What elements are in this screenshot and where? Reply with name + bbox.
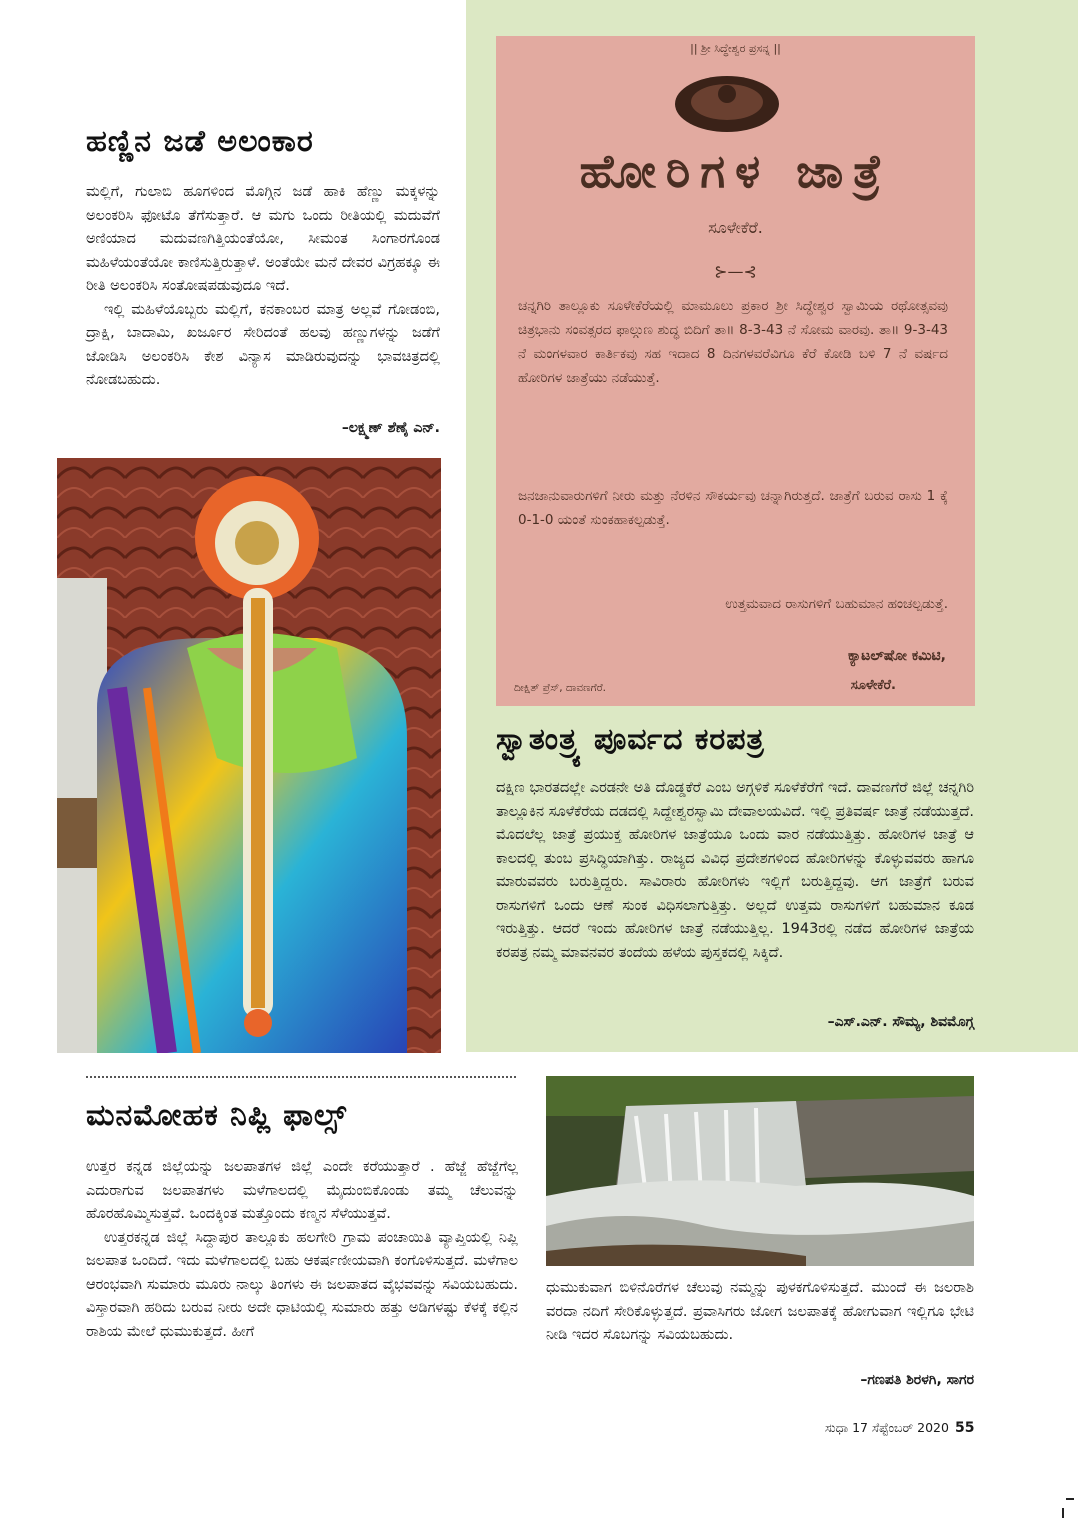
article2-para1: ದಕ್ಷಿಣ ಭಾರತದಲ್ಲೇ ಎರಡನೇ ಅತಿ ದೊಡ್ಡಕೆರೆ ಎಂಬ ಅಗ್ಗಳಿಕೆ ಸೂಳೆಕೆರೆಗೆ ಇದೆ. ದಾವಣಗೆರೆ ಜಿಲ್ಲೆ ಚನ್ನಗಿರಿ ತಾಲ್ಲೂಕಿನ ಸೂಳೆಕೆರೆಯ ದಡದಲ್ಲಿ ಸಿದ್ದೇಶ್ವರಸ್ವಾಮಿ ದೇವಾಲಯವಿದೆ. ಇಲ್ಲಿ ಪ್ರತಿವರ್ಷ ಜಾತ್ರೆ ನಡೆಯುತ್ತದೆ. ಮೊದಲೆಲ್ಲ ಜಾತ್ರೆ ಪ್ರಯುಕ್ತ ಹೋರಿಗಳ ಜಾತ್ರೆಯೂ ಒಂದು ವಾರ ನಡೆಯುತ್ತಿತ್ತು. ಹೋರಿಗಳ ಜಾತ್ರೆ ಆ ಕಾಲದಲ್ಲಿ ತುಂಬ ಪ್ರಸಿದ್ಧಿಯಾಗಿತ್ತು. ರಾಜ್ಯದ ವಿವಿಧ ಪ್ರದೇಶಗಳಿಂದ ಹೋರಿಗಳನ್ನು ಕೊಳ್ಳುವವರು ಹಾಗೂ ಮಾರುವವರು ಬರುತ್ತಿದ್ದರು. ಸಾವಿರಾರು ಹೋರಿಗಳು ಇಲ್ಲಿಗೆ ಬರುತ್ತಿದ್ದವು. ಆಗ ಜಾತ್ರೆಗೆ ಬರುವ ರಾಸುಗಳಿಗೆ ಒಂದು ಆಣೆ ಸುಂಕ ವಿಧಿಸಲಾಗುತ್ತಿತ್ತು. ಅಲ್ಲದೆ ಉತ್ತಮ ರಾಸುಗಳಿಗೆ ಬಹುಮಾನ ಕೂಡ ಇರುತ್ತಿತ್ತು. ಆದರೆ ಇಂದು ಹೋರಿಗಳ ಜಾತ್ರೆ ನಡೆಯುತ್ತಿಲ್ಲ. 1943ರಲ್ಲಿ ನಡೆದ ಹೋರಿಗಳ ಜಾತ್ರೆಯ ಕರಪತ್ರ ನಮ್ಮ ಮಾವನವರ ತಂದೆಯ ಹಳೆಯ ಪುಸ್ತಕದಲ್ಲಿ ಸಿಕ್ಕಿದೆ. <box>496 780 974 961</box>
article1-byline: –ಲಕ್ಷ್ಮಣ್ ಶೆಣೈ ಎನ್. <box>341 420 440 436</box>
article3-title: ಮನಮೋಹಕ ನಿಪ್ಲಿ ಫಾಲ್ಸ್ <box>86 1098 347 1133</box>
article3-byline: –ಗಣಪತಿ ಶಿರಳಗಿ, ಸಾಗರ <box>860 1372 974 1388</box>
article3-para3: ಧುಮುಕುವಾಗ ಬಿಳಿನೊರೆಗಳ ಚೆಲುವು ನಮ್ಮನ್ನು ಪುಳಕಗೊಳಿಸುತ್ತದೆ. ಮುಂದೆ ಈ ಜಲರಾಶಿ ವರದಾ ನದಿಗೆ ಸೇರಿಕೊಳ್ಳುತ್ತದೆ. ಪ್ರವಾಸಿಗರು ಜೋಗ ಜಲಪಾತಕ್ಕೆ ಹೋಗುವಾಗ ಇಲ್ಲಿಗೂ ಭೇಟಿ ನೀಡಿ ಇದರ ಸೊಬಗನ್ನು ಸವಿಯಬಹುದು. <box>546 1280 974 1343</box>
braid-illustration <box>57 458 441 1053</box>
article3-body <box>86 1156 518 1344</box>
page-footer <box>825 1420 974 1436</box>
handbill-title: ಹೋರಿಗಳ ಜಾತ್ರೆ <box>579 144 892 198</box>
handbill-press: ದೀಕ್ಷಿತ್ ಪ್ರೆಸ್, ದಾವಣಗೆರೆ. <box>514 682 607 694</box>
section-divider <box>86 1076 516 1078</box>
article1-para1: ಮಲ್ಲಿಗೆ, ಗುಲಾಬಿ ಹೂಗಳಿಂದ ಮೊಗ್ಗಿನ ಜಡೆ ಹಾಕಿ ಹೆಣ್ಣು ಮಕ್ಕಳನ್ನು ಅಲಂಕರಿಸಿ ಫೋಟೊ ತೆಗೆಸುತ್ತಾರೆ. ಆ ಮಗು ಒಂದು ರೀತಿಯಲ್ಲಿ ಮದುವೆಗೆ ಅಣಿಯಾದ ಮದುವಣಗಿತ್ತಿಯಂತೆಯೋ, ಸೀಮಂತ ಸಿಂಗಾರಗೊಂಡ ಮಹಿಳೆಯಂತೆಯೋ ಕಾಣಿಸುತ್ತಿರುತ್ತಾಳೆ. ಅಂತೆಯೇ ಮನೆ ದೇವರ ವಿಗ್ರಹಕ್ಕೂ ಈ ರೀತಿ ಅಲಂಕರಿಸಿ ಸಂತೋಷಪಡುವುದೂ ಇದೆ. <box>86 184 440 294</box>
article1-para2: ಇಲ್ಲಿ ಮಹಿಳೆಯೊಬ್ಬರು ಮಲ್ಲಿಗೆ, ಕನಕಾಂಬರ ಮಾತ್ರ ಅಲ್ಲವೆ ಗೋಡಂಬಿ, ದ್ರಾಕ್ಷಿ, ಬಾದಾಮಿ, ಖರ್ಜೂರ ಸೇರಿದಂತೆ ಹಲವು ಹಣ್ಣುಗಳನ್ನು ಜಡೆಗೆ ಜೋಡಿಸಿ ಅಲಂಕರಿಸಿ ಕೇಶ ವಿನ್ಯಾಸ ಮಾಡಿರುವುದನ್ನು ಭಾವಚಿತ್ರದಲ್ಲಿ ನೋಡಬಹುದು. <box>86 301 440 388</box>
issue-label: ಸುಧಾ 17 ಸೆಪ್ಟೆಂಬರ್ 2020 <box>825 1420 949 1435</box>
article1-title: ಹಣ್ಣಿನ ಜಡೆ ಅಲಂಕಾರ <box>86 124 314 159</box>
crop-mark <box>1062 1508 1064 1518</box>
waterfall-photo <box>546 1076 974 1266</box>
handbill-sign1: ಕ್ಯಾಟಲ್‌ಷೋ ಕಮಿಟಿ, <box>848 648 946 664</box>
crop-mark <box>1066 1498 1074 1500</box>
handbill-para2: ಜನಜಾನುವಾರುಗಳಿಗೆ ನೀರು ಮತ್ತು ನೆರಳಿನ ಸೌಕರ್ಯವು ಚನ್ನಾಗಿರುತ್ತದೆ. ಜಾತ್ರೆಗೆ ಬರುವ ರಾಸು 1 ಕ್ಕೆ 0-1-0 ಯಂತೆ ಸುಂಕಹಾಕಲ್ಪಡುತ್ತೆ. <box>518 488 948 528</box>
handbill-para3: ಉತ್ತಮವಾದ ರಾಸುಗಳಿಗೆ ಬಹುಮಾನ ಹಂಚಲ್ಪಡುತ್ತೆ. <box>725 596 948 612</box>
handbill-top-label: || ಶ್ರೀ ಸಿದ್ಧೇಶ್ವರ ಪ್ರಸನ್ನ || <box>690 42 781 55</box>
article3-para1: ಉತ್ತರ ಕನ್ನಡ ಜಿಲ್ಲೆಯನ್ನು ಜಲಪಾತಗಳ ಜಿಲ್ಲೆ ಎಂದೇ ಕರೆಯುತ್ತಾರೆ . ಹೆಜ್ಜೆ ಹೆಜ್ಜೆಗೆಲ್ಲ ಎದುರಾಗುವ ಜಲಪಾತಗಳು ಮಳೆಗಾಲದಲ್ಲಿ ಮೈದುಂಬಿಕೊಂಡು ತಮ್ಮ ಚೆಲುವನ್ನು ಹೊರಹೊಮ್ಮಿಸುತ್ತವೆ. ಒಂದಕ್ಕಿಂತ ಮತ್ತೊಂದು ಕಣ್ಮನ ಸೆಳೆಯುತ್ತವೆ. <box>86 1159 518 1222</box>
page-number: 55 <box>954 1420 975 1436</box>
article2-title: ಸ್ವಾತಂತ್ರ್ಯ ಪೂರ್ವದ ಕರಪತ್ರ <box>496 722 765 757</box>
article3-para2: ಉತ್ತರಕನ್ನಡ ಜಿಲ್ಲೆ ಸಿದ್ದಾಪುರ ತಾಲ್ಲೂಕು ಹಲಗೇರಿ ಗ್ರಾಮ ಪಂಚಾಯಿತಿ ವ್ಯಾಪ್ತಿಯಲ್ಲಿ ನಿಪ್ಲಿ ಜಲಪಾತ ಒಂದಿದೆ. ಇದು ಮಳೆಗಾಲದಲ್ಲಿ ಬಹು ಆಕರ್ಷಣೀಯವಾಗಿ ಕಂಗೊಳಿಸುತ್ತದೆ. ಮಳೆಗಾಲ ಆರಂಭವಾಗಿ ಸುಮಾರು ಮೂರು ನಾಲ್ಕು ತಿಂಗಳು ಈ ಜಲಪಾತದ ವೈಭವವನ್ನು ಸವಿಯಬಹುದು. ವಿಸ್ತಾರವಾಗಿ ಹರಿದು ಬರುವ ನೀರು ಅದೇ ಧಾಟಿಯಲ್ಲಿ ಸುಮಾರು ಹತ್ತು ಅಡಿಗಳಷ್ಟು ಕೆಳಕ್ಕೆ ಕಲ್ಲಿನ ರಾಶಿಯ ಮೇಲೆ ಧುಮುಕುತ್ತದೆ. ಹೀಗೆ <box>86 1229 518 1340</box>
handbill-sign2: ಸೂಳೇಕೆರೆ. <box>850 678 896 693</box>
handbill-divider: ⊱—⊰ <box>714 262 757 281</box>
handbill-place: ಸೂಳೇಕೆರೆ. <box>708 218 763 237</box>
braid-photo <box>57 458 441 1053</box>
waterfall-illustration <box>546 1076 974 1266</box>
article2-byline: –ಎಸ್.ಎನ್. ಸೌಮ್ಯ, ಶಿವಮೊಗ್ಗ <box>827 1014 974 1030</box>
handbill-scan <box>496 36 975 706</box>
article3-continued <box>546 1277 974 1348</box>
article2-body <box>496 777 974 965</box>
handbill-para1: ಚನ್ನಗಿರಿ ತಾಲ್ಲೂಕು ಸೂಳೇಕೆರೆಯಲ್ಲಿ ಮಾಮೂಲು ಪ್ರಕಾರ ಶ್ರೀ ಸಿದ್ಧೇಶ್ವರ ಸ್ವಾಮಿಯ ರಥೋತ್ಸವವು ಚಿತ್ರಭಾನು ಸಂವತ್ಸರದ ಫಾಲ್ಗುಣ ಶುದ್ಧ ಬಿದಿಗೆ ತಾ॥ 8-3-43 ನೆ ಸೋಮ ವಾರವು. ತಾ॥ 9-3-43 ನೆ ಮಂಗಳವಾರ ಕಾರ್ತಿಕವು ಸಹ ಇದಾದ 8 ದಿನಗಳವರೆವಿಗೂ ಕೆರೆ ಕೋಡಿ ಬಳಿ 7 ನೆ ವರ್ಷದ ಹೋರಿಗಳ ಜಾತ್ರೆಯು ನಡೆಯುತ್ತೆ. <box>518 298 948 386</box>
article1-body <box>86 181 440 393</box>
deity-emblem <box>672 66 782 136</box>
